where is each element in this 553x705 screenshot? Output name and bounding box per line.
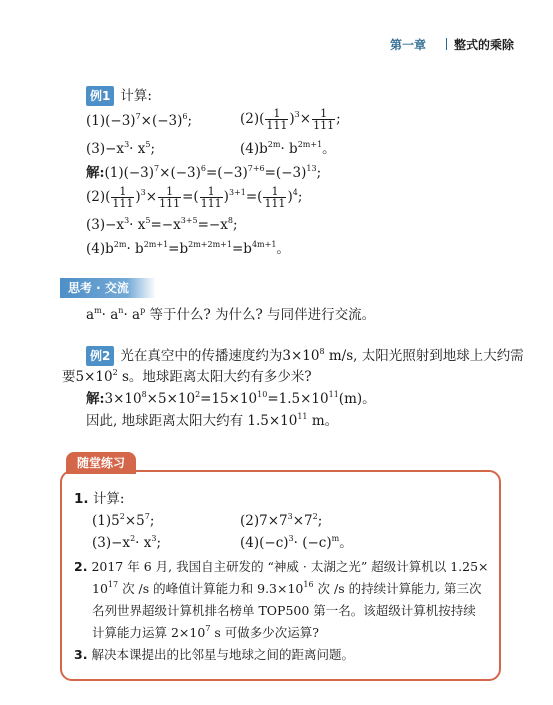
header-divider	[446, 38, 447, 50]
example2-tag: 例2	[86, 346, 114, 366]
practice-q2-line4: 计算能力运算 $2\times 10^7$ s 可做多少次运算?	[92, 624, 319, 640]
chapter-label: 第一章	[390, 38, 427, 52]
example1-problem-3: $(3)-x^3\cdot x^5$;	[86, 140, 156, 157]
example1-prompt: 计算:	[120, 88, 152, 104]
example1-heading	[86, 86, 152, 106]
example1-solution-2: (2)( $\frac{1}{111}$ )$^3$× $\frac{1}{111}$ =( $\frac{1}{111}$ )$^{3+1}$=( $\frac{1}{111}$ )$^4$;	[86, 185, 303, 210]
example2-line1: 例2 光在真空中的传播速度约为$3\times 10^8$ m/s, 太阳光照射到地球上大约需	[86, 346, 524, 366]
example2-conclusion: 因此, 地球距离太阳大约有 $1.5\times 10^{11}$ m。	[86, 412, 339, 429]
practice-q1-3: $(3)-x^2\cdot x^3$;	[92, 534, 162, 551]
practice-q2-line3: 名列世界超级计算机排名榜单 TOP500 第一名。该超级计算机按持续	[92, 603, 476, 618]
practice-q2-line1: 2. 2017 年 6 月, 我国自主研发的 “神威 · 太湖之光” 超级计算机以 1.25×	[74, 559, 489, 574]
page-header	[0, 36, 553, 54]
chapter-title: 整式的乘除	[454, 38, 515, 52]
practice-q1-2: $(2)7\times 7^3\times 7^2$;	[240, 512, 323, 529]
example1-problem-1: $(1)(-3)^7\times(-3)^6$;	[86, 112, 193, 129]
practice-q1-1: $(1)5^2\times 5^7$;	[92, 512, 155, 529]
example1-solution-1: 解$:(1)(-3)^7\times(-3)^6=(-3)^{7+6}=(-3)^{13}$;	[86, 164, 322, 181]
example1-problem-4: $(4)b^{2m}\cdot b^{2m+1}$。	[240, 140, 336, 157]
practice-tab: 随堂练习	[66, 452, 136, 474]
think-discuss-label: 思考 · 交流	[60, 278, 156, 298]
practice-q1: 1. 计算:	[74, 491, 125, 507]
practice-q2-line2: $10^{17}$ 次 /s 的峰值计算能力和 $9.3\times 10^{16}$ 次 /s 的持续计算能力, 第三次	[92, 580, 482, 596]
example1-solution-3: $(3)-x^3\cdot x^5=-x^{3+5}=-x^8$;	[86, 216, 238, 233]
example2-line2: 要$5\times 10^2$ s。地球距离太阳大约有多少米?	[62, 368, 312, 385]
example1-tag: 例1	[86, 86, 114, 106]
practice-q1-4: $(4)(-c)^3\cdot (-c)^m$。	[240, 534, 353, 551]
practice-q3: 3. 解决本课提出的比邻星与地球之间的距离问题。	[74, 647, 354, 662]
example1-solution-4: $(4)b^{2m}\cdot b^{2m+1}=b^{2m+2m+1}=b^{4m+1}$。	[86, 240, 290, 257]
example1-problem-2: (2)( $\frac{1}{111}$ )$^3$× $\frac{1}{111}$ ;	[240, 107, 341, 132]
think-question: $a^m\cdot a^n\cdot a^p$ 等于什么? 为什么? 与同伴进行交流。	[86, 306, 376, 323]
example2-solution: 解$:3\times 10^8\times 5\times 10^2=15\times 10^{10}=1.5\times 10^{11}(m)$。	[86, 390, 376, 407]
